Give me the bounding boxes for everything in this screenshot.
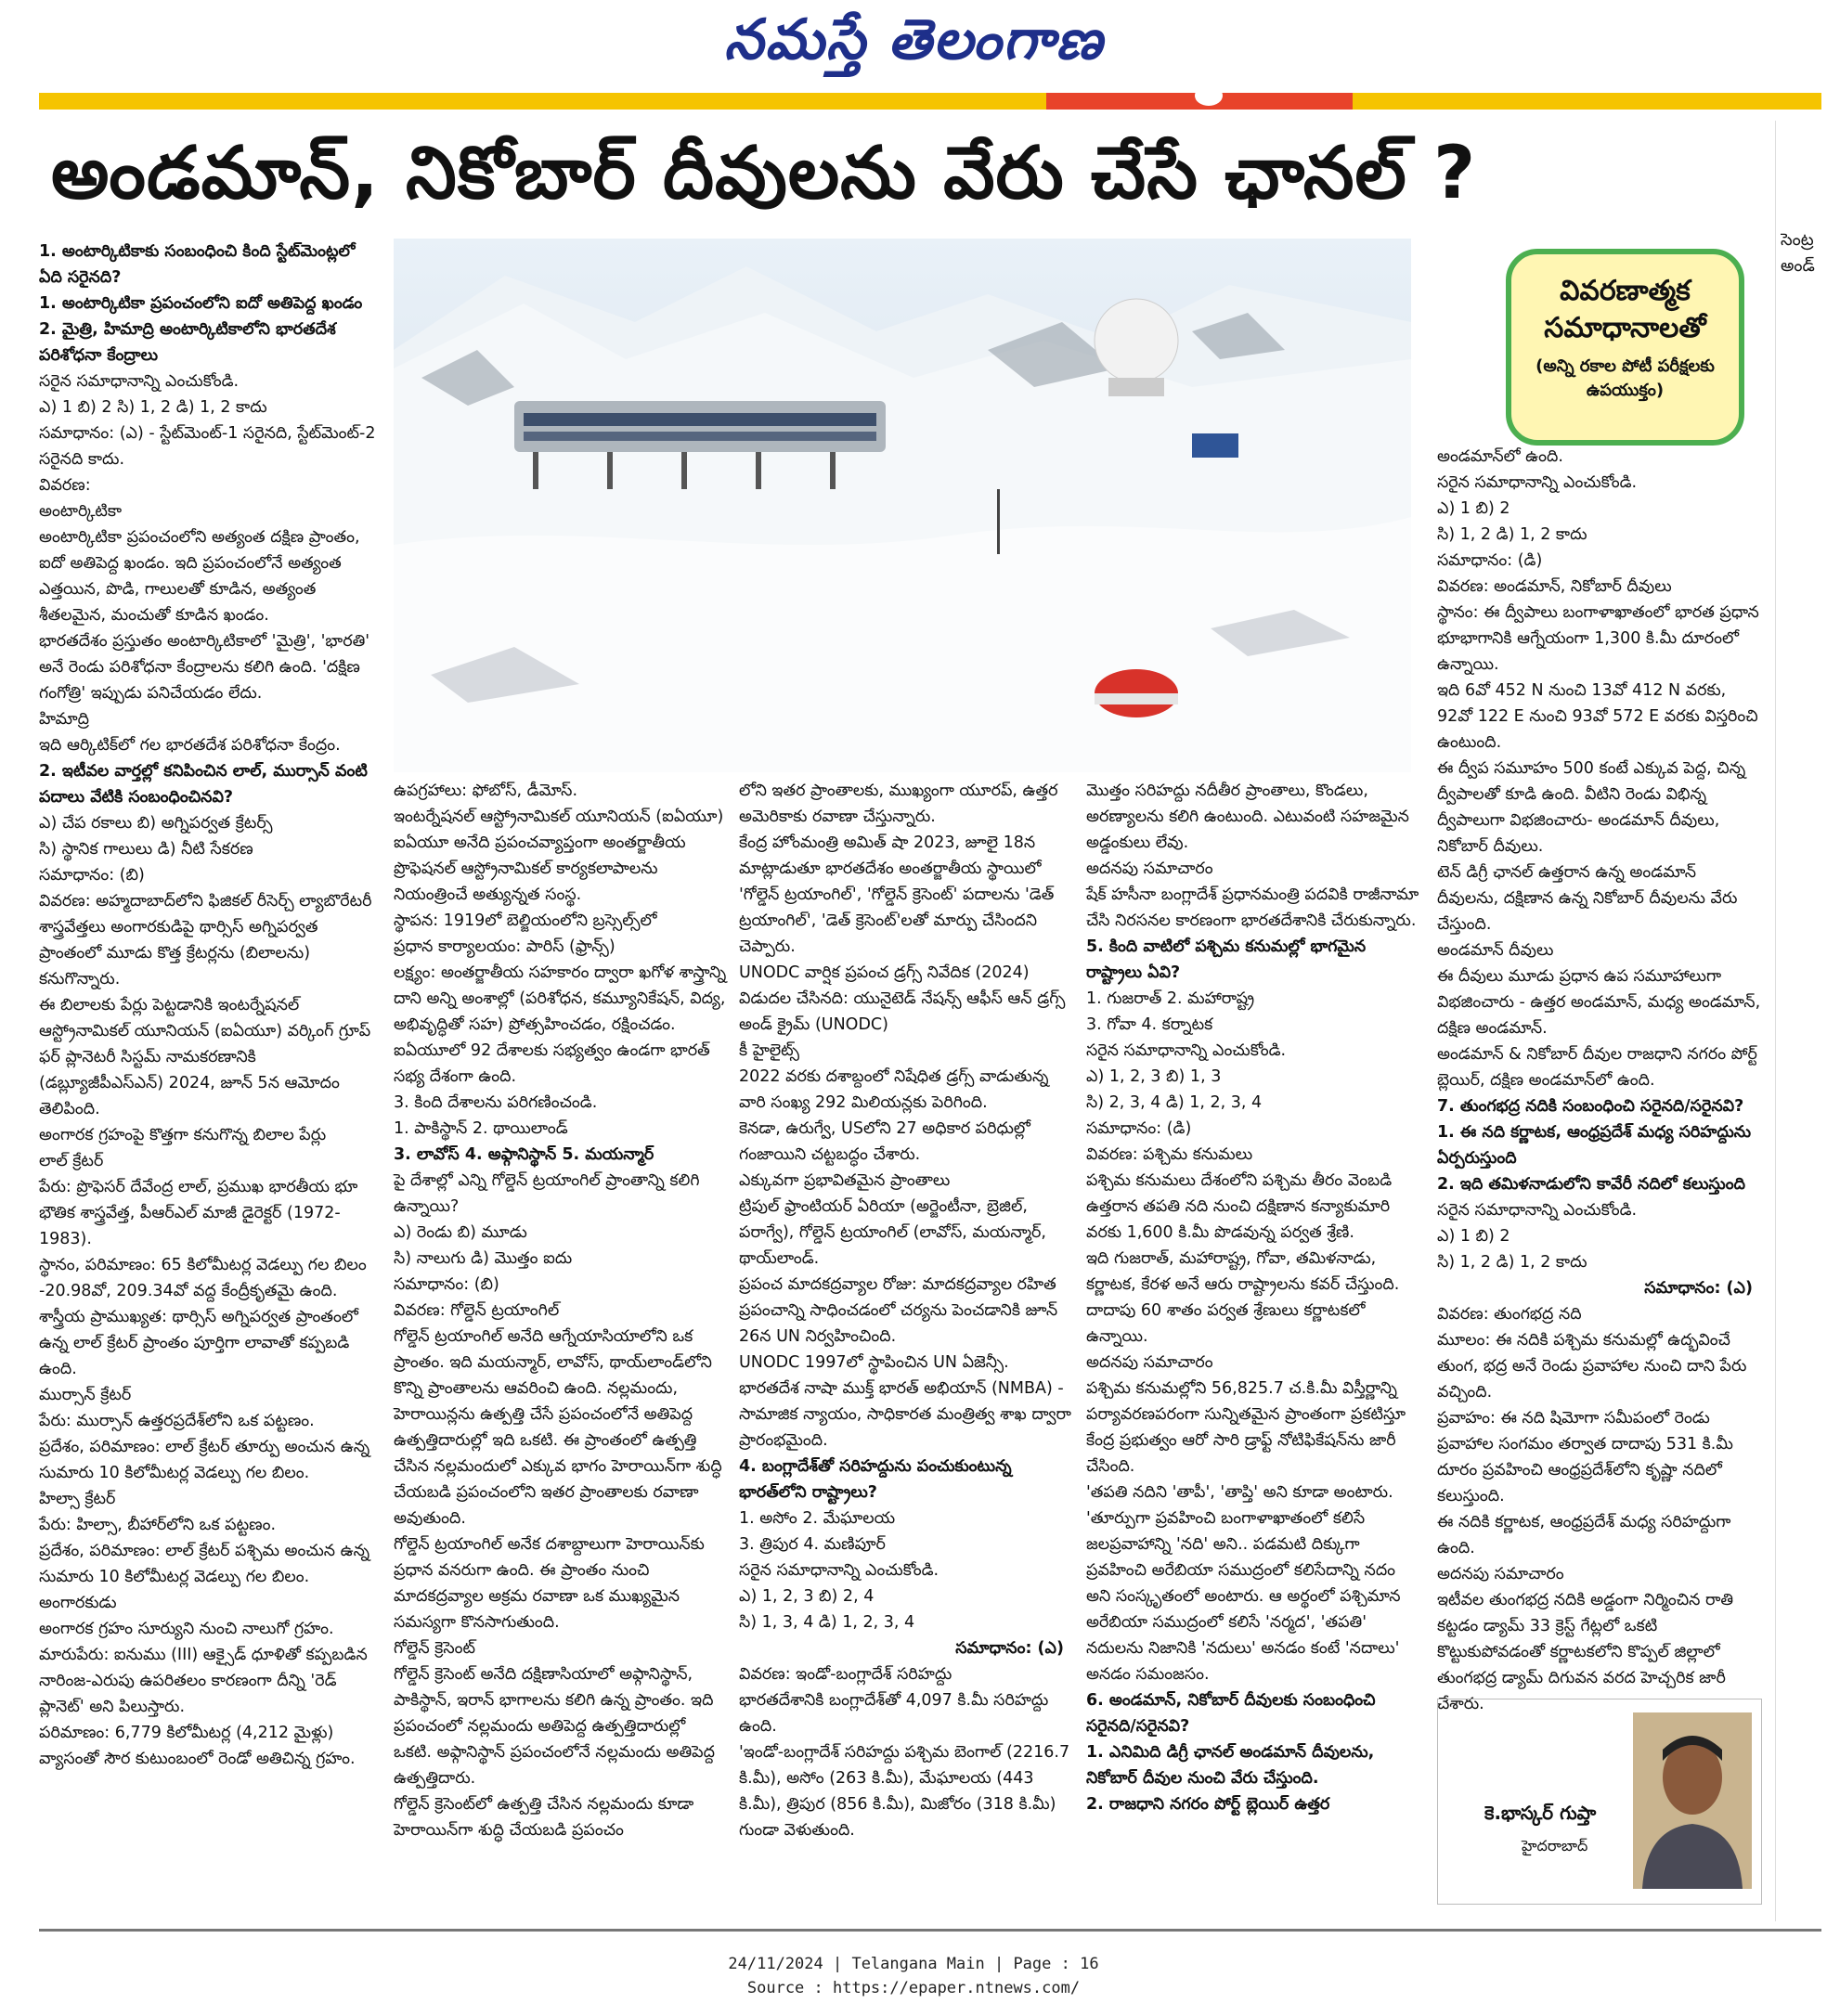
col1-paragraph: పేరు: ప్రొఫెసర్ దేవేంద్ర లాల్, ప్రముఖ భారతీయ భూ భౌతిక శాస్త్రవేత్త, పీఆర్‌ఎల్ మాజీ డైరెక్టర్ (1972-1983). <box>39 1178 358 1248</box>
col3-paragraph: ఎ) 1, 2, 3 బి) 2, 4 <box>739 1587 875 1606</box>
col1-paragraph: ఈ బిలాలకు పేర్లు పెట్టడానికి ఇంటర్నేషనల్ ఆస్ట్రోనామికల్ యూనియన్ (ఐఏయూ) వర్కింగ్ గ్రూప్ ఫర్ ప్లానెటరీ సిస్టమ్ నామకరణానికి (డబ్ల్యూజీపీఎస్ఎన్) 2024, జూన్ 5న ఆమోదం తెలిపింది. <box>39 996 371 1118</box>
col1-paragraph: పరిమాణం: 6,779 కిలోమీటర్ల (4,212 మైళ్లు) వ్యాసంతో సౌర కుటుంబంలో రెండో అతిచిన్న గ్రహం. <box>39 1724 356 1768</box>
col5-paragraph: ఈ నదికి కర్ణాటక, ఆంధ్రప్రదేశ్ మధ్య సరిహద్దుగా ఉంది. <box>1437 1513 1731 1557</box>
col1-paragraph: మారుపేరు: ఐనుము (III) ఆక్సైడ్ ధూళితో కప్పబడిన నారింజ-ఎరుపు ఉపరితలం కారణంగా దీన్ని 'రెడ్ ప్లానెట్' అని పిలుస్తారు. <box>39 1646 368 1716</box>
col1-paragraph: హిమాద్రి <box>39 710 90 729</box>
sidebar-line-2: అండ్ <box>1781 256 1815 276</box>
col3-paragraph: UNODC వార్షిక ప్రపంచ డ్రగ్స్ నివేదిక (2024) <box>739 963 1030 982</box>
col3-paragraph: భారతదేశానికి బంగ్లాదేశ్‌తో 4,097 కి.మీ సరిహద్దు ఉంది. <box>739 1691 1049 1736</box>
col2-paragraph: గోల్డెన్ ట్రయాంగిల్ అనేక దశాబ్దాలుగా హెరాయిన్‌కు ప్రధాన వనరుగా ఉంది. ఈ ప్రాంతం నుంచి మాదకద్రవ్యాల అక్రమ రవాణా ఒక ముఖ్యమైన సమస్యగా కొనసాగుతుంది. <box>394 1535 705 1632</box>
col2-paragraph: ఉపగ్రహాలు: ఫోబోస్, డీమోస్. <box>394 782 578 800</box>
col5-paragraph: మూలం: ఈ నదికి పశ్చిమ కనుమల్లో ఉద్భవించే తుంగ, భద్ర అనే రెండు ప్రవాహాల నుంచి దాని పేరు వచ్చింది. <box>1437 1331 1747 1402</box>
col4-paragraph: అదనపు సమాచారం <box>1086 859 1213 878</box>
col1-paragraph: సమాధానం: (బి) <box>39 866 145 885</box>
col4-paragraph: 1. గుజరాత్ 2. మహారాష్ట్ర <box>1086 989 1255 1008</box>
col2-paragraph: సి) నాలుగు డి) మొత్తం ఐదు <box>394 1249 573 1268</box>
col4-paragraph: సి) 2, 3, 4 డి) 1, 2, 3, 4 <box>1086 1093 1263 1112</box>
col1-paragraph: 2. మైత్రి, హిమాద్రి అంటార్కిటికాలోని భారతదేశ పరిశోధనా కేంద్రాలు <box>39 320 336 365</box>
col1-paragraph: ప్రదేశం, పరిమాణం: లాల్ క్రేటర్ పశ్చిమ అంచున ఉన్న సుమారు 10 కిలోమీటర్ల వెడల్పు గల బిలం. <box>39 1542 370 1586</box>
col3-paragraph: 'ఇండో-బంగ్లాదేశ్ సరిహద్దు పశ్చిమ బెంగాల్ (2216.7 కి.మీ), అసోం (263 కి.మీ), మేఘాలయ (443 కి.మీ), త్రిపుర (856 కి.మీ), మిజోరం (318 కి.మీ) గుండా వెళుతుంది. <box>739 1743 1070 1840</box>
col1-paragraph: అంటార్కిటికా ప్రపంచంలోని అత్యంత దక్షిణ ప్రాంతం, ఐదో అతిపెద్ద ఖండం. ఇది ప్రపంచంలోనే అత్యంత ఎత్తయిన, పొడి, గాలులతో కూడిన, అత్యంత శీతలమైన, మంచుతో కూడిన ఖండం. <box>39 528 360 625</box>
col5-paragraph: వివరణ: తుంగభద్ర నది <box>1437 1305 1582 1324</box>
col2-paragraph: ఎ) రెండు బి) మూడు <box>394 1223 527 1242</box>
col1-paragraph: 1. అంటార్కిటికా ప్రపంచంలోని ఐదో అతిపెద్ద ఖండం <box>39 294 363 313</box>
col1-paragraph: పేరు: హిల్సా, బీహార్‌లోని ఒక పట్టణం. <box>39 1516 277 1534</box>
col1-paragraph: వివరణ: <box>39 476 91 495</box>
col1-paragraph: ఎ) చేప రకాలు బి) అగ్నిపర్వత క్రేటర్స్ <box>39 814 273 833</box>
col5-paragraph: టెన్ డిగ్రీ ఛానల్ ఉత్తరాన ఉన్న అండమాన్ దీవులను, దక్షిణాన ఉన్న నికోబార్ దీవులను వేరు చేస్తుంది. <box>1437 863 1738 934</box>
adjacent-article-sidebar <box>1781 121 1827 1921</box>
col5-paragraph: సమాధానం: (డి) <box>1437 551 1543 570</box>
col1-paragraph: ప్రదేశం, పరిమాణం: లాల్ క్రేటర్ తూర్పు అంచున ఉన్న సుమారు 10 కిలోమీటర్ల వెడల్పు గల బిలం. <box>39 1438 370 1482</box>
col5-paragraph: 7. తుంగభద్ర నదికి సంబంధించి సరైనది/సరైనవి? <box>1437 1097 1744 1116</box>
col5-paragraph: సి) 1, 2 డి) 1, 2 కాదు <box>1437 1253 1587 1272</box>
col2-paragraph: లక్ష్యం: అంతర్జాతీయ సహకారం ద్వారా ఖగోళ శాస్త్రాన్ని దాని అన్ని అంశాల్లో (పరిశోధన, కమ్యూనికేషన్, విద్య, అభివృద్ధితో సహ) ప్రోత్సహించడం, రక్షించడం. <box>394 963 727 1034</box>
col2-paragraph: ఇంటర్నేషనల్ ఆస్ట్రోనామికల్ యూనియన్ (ఐఏయూ) <box>394 808 724 826</box>
newspaper-logo: నమస్తే తెలంగాణ <box>724 7 1105 72</box>
author-name: కె.భాస్కర్ గుప్తా <box>1484 1802 1597 1824</box>
col1-paragraph: సరైన సమాధానాన్ని ఎంచుకోండి. <box>39 372 240 391</box>
col4-paragraph: 2. రాజధాని నగరం పోర్ట్ బ్లెయిర్ ఉత్తర <box>1086 1795 1330 1814</box>
col1-paragraph: 1. అంటార్కిటికాకు సంబంధించి కింది స్టేట్‌మెంట్లలో ఏది సరైనది? <box>39 242 356 287</box>
person-icon <box>1633 1712 1752 1889</box>
col3-paragraph: సరైన సమాధానాన్ని ఎంచుకోండి. <box>739 1561 939 1580</box>
callout-box <box>1506 249 1744 446</box>
col4-paragraph: సరైన సమాధానాన్ని ఎంచుకోండి. <box>1086 1041 1287 1060</box>
column-2 <box>394 778 728 1843</box>
col5-paragraph: 2. ఇది తమిళనాడులోని కావేరీ నదిలో కలుస్తుంది <box>1437 1175 1745 1194</box>
col4-paragraph: ఎ) 1, 2, 3 బి) 1, 3 <box>1086 1067 1222 1086</box>
col3-paragraph: 4. బంగ్లాదేశ్‌తో సరిహద్దును పంచుకుంటున్న భారత్‌లోని రాష్ట్రాలు? <box>739 1457 1012 1502</box>
col1-paragraph: శాస్త్రీయ ప్రాముఖ్యత: థార్సిస్ అగ్నిపర్వత ప్రాంతంలో ఉన్న లాల్ క్రేటర్ ప్రాంతం పూర్తిగా లావాతో కప్పబడి ఉంది. <box>39 1308 358 1378</box>
sidebar-line-1: సెంట్ర <box>1781 230 1814 250</box>
column-3 <box>739 778 1073 1843</box>
col1-paragraph: అంగారక గ్రహంపై కొత్తగా కనుగొన్న బిలాల పేర్లు <box>39 1126 327 1144</box>
col1-paragraph: వివరణ: అహ్మదాబాద్‌లోని ఫిజికల్ రీసెర్చ్ ల్యాబొరేటరీ శాస్త్రవేత్తలు అంగారకుడిపై థార్సిస్ అగ్నిపర్వత ప్రాంతంలో మూడు కొత్త క్రేటర్లను (బిలాలను) కనుగొన్నారు. <box>39 892 372 989</box>
author-box <box>1437 1699 1762 1905</box>
col4-paragraph: 'తపతి నదిని 'తాపీ', 'తాప్తి' అని కూడా అంటారు. <box>1086 1483 1393 1502</box>
col5-paragraph: సరైన సమాధానాన్ని ఎంచుకోండి. <box>1437 1201 1638 1220</box>
col4-paragraph: అదనపు సమాచారం <box>1086 1353 1213 1372</box>
col5-paragraph: అదనపు సమాచారం <box>1437 1565 1564 1583</box>
col3-paragraph: ట్రిపుల్ ఫ్రాంటియర్ ఏరియా (అర్జెంటీనా, బ్రెజిల్, పరాగ్వే), గోల్డెన్ ట్రయాంగిల్ (లావోస్, మయన్మార్, థాయ్‌లాండ్. <box>739 1197 1046 1268</box>
author-city: హైదరాబాద్ <box>1522 1837 1588 1854</box>
col3-paragraph: సి) 1, 3, 4 డి) 1, 2, 3, 4 <box>739 1613 915 1632</box>
col1-paragraph: ఎ) 1 బి) 2 సి) 1, 2 డి) 1, 2 కాదు <box>39 398 267 417</box>
col1-paragraph: అంగారకుడు <box>39 1594 117 1612</box>
col1-paragraph: స్థానం, పరిమాణం: 65 కిలోమీటర్ల వెడల్పు గల బిలం -20.98వో, 209.34వో వద్ద కేంద్రీకృతమై ఉంది. <box>39 1256 367 1300</box>
col2-paragraph: స్థాపన: 1919లో బెల్జియంలోని బ్రస్సెల్స్‌లో <box>394 911 657 930</box>
col2-paragraph: గోల్డెన్ క్రెసెంట్ <box>394 1639 475 1658</box>
col5-paragraph: అండమాన్‌లో ఉంది. <box>1437 447 1563 466</box>
col1-paragraph: సమాధానం: (ఎ) - స్టేట్‌మెంట్-1 సరైనది, స్టేట్‌మెంట్-2 సరైనది కాదు. <box>39 424 376 469</box>
antarctica-research-station-photo <box>394 239 1411 772</box>
col2-paragraph: ఐఏయూలో 92 దేశాలకు సభ్యత్వం ఉండగా భారత్ సభ్య దేశంగా ఉంది. <box>394 1041 710 1086</box>
col1-paragraph: 2. ఇటీవల వార్తల్లో కనిపించిన లాల్, ముర్సాన్ వంటి పదాలు వేటికి సంబంధించినవి? <box>39 762 368 807</box>
col4-paragraph: 'తూర్పుగా ప్రవహించి బంగాళాఖాతంలో కలిసే జలప్రవాహాన్ని 'నది' అని.. పడమటి దిక్కుగా ప్రవహించి అరేబియా సముద్రంలో కలిసేదాన్ని నదం అని సంస్కృతంలో అంటారు. ఆ అర్థంలో పశ్చిమాన అరేబియా సముద్రంలో కలిసే 'నర్మద', 'తపతి' నదులను నిజానికి 'నదులు' అనడం కంటే 'నదాలు' అనడం సమంజసం. <box>1086 1509 1401 1684</box>
callout-subtitle: (అన్ని రకాల పోటీ పరీక్షలకు ఉపయుక్తం) <box>1535 356 1715 400</box>
col5-paragraph: ఇటీవల తుంగభద్ర నదికి అడ్డంగా నిర్మించిన రాతి కట్టడం డ్యామ్ 33 క్రెస్ట్ గేట్లలో ఒకటి కొట్టుకుపోవడంతో కర్ణాటకలోని కొప్పల్ జిల్లాలో తుంగభద్ర డ్యామ్ దిగువన వరద హెచ్చరిక జారీ చేశారు. <box>1437 1591 1734 1713</box>
col4-paragraph: పశ్చిమ కనుమల్లోని 56,825.7 చ.కి.మీ విస్తీర్ణాన్ని పర్యావరణపరంగా సున్నితమైన ప్రాంతంగా ప్రకటిస్తూ కేంద్ర ప్రభుత్వం ఆరో సారి డ్రాఫ్ట్ నోటిఫికేషన్‌ను జారీ చేసింది. <box>1086 1379 1406 1476</box>
col3-paragraph: సమాధానం: (ఎ) <box>955 1639 1064 1658</box>
col2-paragraph: ప్రధాన కార్యాలయం: పారిస్ (ఫ్రాన్స్) <box>394 937 615 956</box>
header-rule <box>39 93 1821 110</box>
col2-paragraph: గోల్డెన్ క్రెసెంట్ అనేది దక్షిణాసియాలో అఫ్గానిస్థాన్, పాకిస్థాన్, ఇరాన్ భాగాలను కలిగి ఉన్న ప్రాంతం. ఇది ప్రపంచంలో నల్లమందు అతిపెద్ద ఉత్పత్తిదారుల్లో ఒకటి. అఫ్గానిస్థాన్ ప్రపంచంలోనే నల్లమందు అతిపెద్ద ఉత్పత్తిదారు. <box>394 1665 715 1788</box>
col5-paragraph: అండమాన్ & నికోబార్ దీవుల రాజధాని నగరం పోర్ట్ బ్లెయిర్, దక్షిణ అండమాన్‌లో ఉంది. <box>1437 1045 1757 1090</box>
col1-paragraph: అంగారక గ్రహం సూర్యుని నుంచి నాలుగో గ్రహం. <box>39 1620 334 1638</box>
col4-paragraph: 1. ఎనిమిది డిగ్రీ ఛానల్ అండమాన్ దీవులను, నికోబార్ దీవుల నుంచి వేరు చేస్తుంది. <box>1086 1743 1375 1788</box>
sidebar-divider <box>1775 121 1776 1921</box>
col5-paragraph: సి) 1, 2 డి) 1, 2 కాదు <box>1437 525 1587 544</box>
col1-paragraph: ముర్సాన్ క్రేటర్ <box>39 1386 132 1404</box>
callout-title: వివరణాత్మక సమాధానాలతో <box>1544 275 1706 344</box>
col1-paragraph: ఇది ఆర్కిటిక్‌లో గల భారతదేశ పరిశోధనా కేంద్రం. <box>39 736 341 755</box>
column-5 <box>1437 444 1762 1717</box>
col5-paragraph: సరైన సమాధానాన్ని ఎంచుకోండి. <box>1437 473 1638 492</box>
col3-paragraph: లోని ఇతర ప్రాంతాలకు, ముఖ్యంగా యూరప్, ఉత్తర అమెరికాకు రవాణా చేస్తున్నారు. <box>739 782 1058 826</box>
col2-paragraph: ఐఏయూ అనేది ప్రపంచవ్యాప్తంగా అంతర్జాతీయ ప్రొఫెషనల్ ఆస్ట్రోనామికల్ కార్యకలాపాలను నియంత్రించే అత్యున్నత సంస్థ. <box>394 834 686 904</box>
headline: అండమాన్, నికోబార్ దీవులను వేరు చేసే ఛానల్ ? <box>51 132 1477 215</box>
col4-paragraph: పశ్చిమ కనుమలు దేశంలోని పశ్చిమ తీరం వెంబడి ఉత్తరాన తపతి నది నుంచి దక్షిణాన కన్యాకుమారి వరకు 1,600 కి.మీ పొడవున్న పర్వత శ్రేణి. <box>1086 1171 1393 1242</box>
col4-paragraph: ఇది గుజరాత్, మహారాష్ట్ర, గోవా, తమిళనాడు, కర్ణాటక, కేరళ అనే ఆరు రాష్ట్రాలను కవర్ చేస్తుంది. దాదాపు 60 శాతం పర్వత శ్రేణులు కర్ణాటకలో ఉన్నాయి. <box>1086 1249 1400 1346</box>
col4-paragraph: 6. అండమాన్, నికోబార్ దీవులకు సంబంధించి సరైనది/సరైనవి? <box>1086 1691 1376 1736</box>
col5-paragraph: ఈ ద్వీప సమూహం 500 కంటే ఎక్కువ పెద్ద, చిన్న ద్వీపాలతో కూడి ఉంది. వీటిని రెండు విభిన్న ద్వీపాలుగా విభజించారు- అండమాన్ దీవులు, నికోబార్ దీవులు. <box>1437 759 1746 856</box>
footer-source: Source : https://epaper.ntnews.com/ <box>746 1979 1081 1997</box>
author-photo <box>1633 1712 1752 1889</box>
col4-paragraph: వివరణ: పశ్చిమ కనుమలు <box>1086 1145 1253 1164</box>
col1-paragraph: పేరు: ముర్సాన్ ఉత్తరప్రదేశ్‌లోని ఒక పట్టణం. <box>39 1412 315 1430</box>
col5-paragraph: ఈ దీవులు మూడు ప్రధాన ఉప సమూహాలుగా విభజించారు - ఉత్తర అండమాన్, మధ్య అండమాన్, దక్షిణ అండమాన్. <box>1437 967 1761 1038</box>
snow-landscape-image <box>394 239 1411 772</box>
col5-paragraph: ఇది 6వో 452 N నుంచి 13వో 412 N వరకు, 92వో 122 E నుంచి 93వో 572 E వరకు విస్తరించి ఉంటుంది. <box>1437 681 1758 752</box>
col2-paragraph: సమాధానం: (బి) <box>394 1275 499 1294</box>
col1-paragraph: సి) స్థానిక గాలులు డి) నీటి సేకరణ <box>39 840 253 859</box>
column-4 <box>1086 778 1420 1817</box>
col1-paragraph: అంటార్కిటికా <box>39 502 123 521</box>
col3-paragraph: విడుదల చేసినది: యునైటెడ్ నేషన్స్ ఆఫీస్ ఆన్ డ్రగ్స్ అండ్ క్రైమ్ (UNODC) <box>739 989 1066 1034</box>
col3-paragraph: 2022 వరకు దశాబ్దంలో నిషేధిత డ్రగ్స్ వాడుతున్న వారి సంఖ్య 292 మిలియన్లకు పెరిగింది. <box>739 1067 1049 1112</box>
col1-paragraph: హిల్సా క్రేటర్ <box>39 1490 116 1508</box>
col2-paragraph: 3. లావోస్ 4. అఫ్గానిస్థాన్ 5. మయన్మార్ <box>394 1145 654 1164</box>
column-1 <box>39 239 382 1772</box>
col4-paragraph: 3. గోవా 4. కర్నాటక <box>1086 1015 1213 1034</box>
col3-paragraph: 1. అసోం 2. మేఘాలయ <box>739 1509 896 1528</box>
col3-paragraph: భారతదేశ నాషా ముక్త్ భారత్ అభియాన్ (NMBA) - సామాజిక న్యాయం, సాధికారత మంత్రిత్వ శాఖ ద్వారా ప్రారంభమైంది. <box>739 1379 1071 1450</box>
masthead <box>0 0 1827 93</box>
col2-paragraph: గోల్డెన్ ట్రయాంగిల్ అనేది ఆగ్నేయాసియాలోని ఒక ప్రాంతం. ఇది మయన్మార్, లావోస్, థాయ్‌లాండ్‌లోని కొన్ని ప్రాంతాలను ఆవరించి ఉంది. నల్లమందు, హెరాయిన్లను ఉత్పత్తి చేసే ప్రపంచంలోనే అతిపెద్ద ఉత్పత్తిదారుల్లో ఇది ఒకటి. ఈ ప్రాంతంలో ఉత్పత్తి చేసిన నల్లమందులో ఎక్కువ భాగం హెరాయిన్‌గా శుద్ధి చేయబడి ప్రపంచంలోని ఇతర ప్రాంతాలకు రవాణా అవుతుంది. <box>394 1327 722 1528</box>
col3-paragraph: UNODC 1997లో స్థాపించిన UN ఏజెన్సీ. <box>739 1353 1009 1372</box>
col3-paragraph: కేంద్ర హోంమంత్రి అమిత్ షా 2023, జూలై 18న మాట్లాడుతూ భారతదేశం అంతర్జాతీయ స్థాయిలో 'గోల్డెన్ ట్రయాంగిల్', 'గోల్డెన్ క్రెసెంట్' పదాలను 'డెత్ ట్రయాంగిల్', 'డెత్ క్రెసెంట్'లతో మార్పు చేసిందని చెప్పారు. <box>739 834 1055 956</box>
header-rule-dot <box>1195 85 1223 106</box>
col4-paragraph: మొత్తం సరిహద్దు నదీతీర ప్రాంతాలు, కొండలు, అరణ్యాలను కలిగి ఉంటుంది. ఎటువంటి సహజమైన అడ్డంకులు లేవు. <box>1086 782 1409 852</box>
col4-paragraph: షేక్ హసీనా బంగ్లాదేశ్ ప్రధానమంత్రి పదవికి రాజీనామా చేసి నిరసనల కారణంగా భారతదేశానికి చేరుకున్నారు. <box>1086 885 1419 930</box>
col3-paragraph: కీ హైలైట్స్ <box>739 1041 800 1060</box>
col5-paragraph: వివరణ: అండమాన్, నికోబార్ దీవులు <box>1437 577 1672 596</box>
col5-paragraph: 1. ఈ నది కర్ణాటక, ఆంధ్రప్రదేశ్ మధ్య సరిహద్దును ఏర్పరుస్తుంది <box>1437 1123 1752 1168</box>
col1-paragraph: లాల్ క్రేటర్ <box>39 1152 104 1170</box>
col5-paragraph: ఎ) 1 బి) 2 <box>1437 1227 1510 1246</box>
footer-rule <box>39 1929 1821 1932</box>
col4-paragraph: సమాధానం: (డి) <box>1086 1119 1192 1138</box>
col3-paragraph: కెనడా, ఉరుగ్వే, USలోని 27 అధికార పరిధుల్లో గంజాయిని చట్టబద్ధం చేశారు. <box>739 1119 1030 1164</box>
col2-paragraph: గోల్డెన్ క్రెసెంట్‌లో ఉత్పత్తి చేసిన నల్లమందు కూడా హెరాయిన్‌గా శుద్ధి చేయబడి ప్రపంచం <box>394 1795 694 1840</box>
col5-paragraph: స్థానం: ఈ ద్వీపాలు బంగాళాఖాతంలో భారత ప్రధాన భూభాగానికి ఆగ్నేయంగా 1,300 కి.మీ దూరంలో ఉన్నాయి. <box>1437 603 1759 674</box>
col3-paragraph: ప్రపంచ మాదకద్రవ్యాల రోజు: మాదకద్రవ్యాల రహిత ప్రపంచాన్ని సాధించడంలో చర్యను పెంచడానికి జూన్ 26న UN నిర్వహించింది. <box>739 1275 1058 1346</box>
col4-paragraph: 5. కింది వాటిలో పశ్చిమ కనుమల్లో భాగమైన రాష్ట్రాలు ఏవి? <box>1086 937 1367 982</box>
col2-paragraph: 1. పాకిస్థాన్ 2. థాయిలాండ్ <box>394 1119 568 1138</box>
col5-paragraph: ఎ) 1 బి) 2 <box>1437 499 1510 518</box>
col3-paragraph: వివరణ: ఇండో-బంగ్లాదేశ్ సరిహద్దు <box>739 1665 952 1684</box>
footer-date: 24/11/2024 | Telangana Main | Page : 16 <box>728 1955 1099 1973</box>
col2-paragraph: వివరణ: గోల్డెన్ ట్రయాంగిల్ <box>394 1301 560 1320</box>
col5-paragraph: సమాధానం: (ఎ) <box>1644 1279 1753 1298</box>
col2-paragraph: 3. కింది దేశాలను పరిగణించండి. <box>394 1093 598 1112</box>
col5-paragraph: ప్రవాహం: ఈ నది షిమోగా సమీపంలో రెండు ప్రవాహాల సంగమం తర్వాత దాదాపు 531 కి.మీ దూరం ప్రవహించి ఆంధ్రప్రదేశ్‌లోని కృష్ణా నదిలో కలుస్తుంది. <box>1437 1409 1733 1506</box>
col5-paragraph: అండమాన్ దీవులు <box>1437 941 1554 960</box>
col2-paragraph: పై దేశాల్లో ఎన్ని గోల్డెన్ ట్రయాంగిల్ ప్రాంతాన్ని కలిగి ఉన్నాయి? <box>394 1171 700 1216</box>
col3-paragraph: ఎక్కువగా ప్రభావితమైన ప్రాంతాలు <box>739 1171 951 1190</box>
col3-paragraph: 3. త్రిపుర 4. మణిపూర్ <box>739 1535 886 1554</box>
col1-paragraph: భారతదేశం ప్రస్తుతం అంటార్కిటికాలో 'మైత్రి', 'భారతి' అనే రెండు పరిశోధనా కేంద్రాలను కలిగి ఉంది. 'దక్షిణ గంగోత్రి' ఇప్పుడు పనిచేయడం లేదు. <box>39 632 370 703</box>
